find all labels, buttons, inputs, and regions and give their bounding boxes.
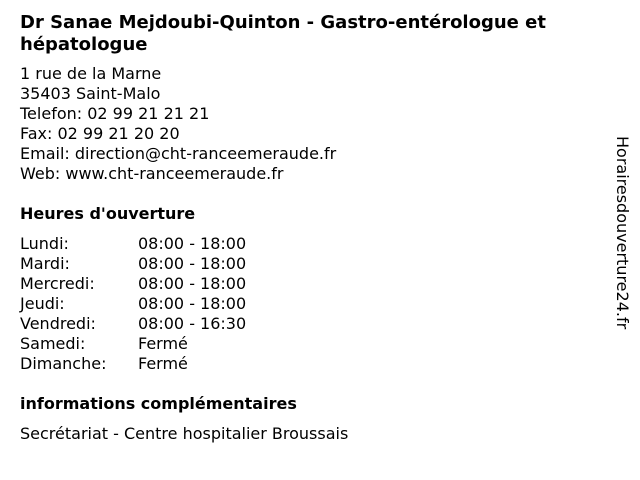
hours-row-wednesday xyxy=(20,274,246,294)
hours-time: 08:00 - 18:00 xyxy=(138,294,247,313)
contact-block xyxy=(20,64,580,184)
email-address: Email: direction@cht-ranceemeraude.fr xyxy=(20,144,337,163)
hours-time: Fermé xyxy=(138,354,188,373)
hours-time: Fermé xyxy=(138,334,188,353)
address-city: 35403 Saint-Malo xyxy=(20,84,161,103)
hours-time: 08:00 - 16:30 xyxy=(138,314,247,333)
hours-day: Jeudi: xyxy=(20,294,65,313)
info-heading: informations complémentaires xyxy=(20,394,297,413)
info-text: Secrétariat - Centre hospitalier Broussais xyxy=(20,424,349,443)
page-title: Dr Sanae Mejdoubi-Quinton - Gastro-entérologue et hépatologue xyxy=(20,12,546,55)
hours-time: 08:00 - 18:00 xyxy=(138,254,247,273)
address-street: 1 rue de la Marne xyxy=(20,64,162,83)
hours-row-tuesday xyxy=(20,254,246,274)
hours-row-saturday xyxy=(20,334,246,354)
site-watermark: Horairesdouverture24.fr xyxy=(613,136,632,330)
hours-day: Samedi: xyxy=(20,334,86,353)
hours-row-thursday xyxy=(20,294,246,314)
phone-number: Telefon: 02 99 21 21 21 xyxy=(20,104,210,123)
hours-row-friday xyxy=(20,314,246,334)
hours-time: 08:00 - 18:00 xyxy=(138,274,247,293)
hours-row-sunday xyxy=(20,354,246,374)
hours-day: Dimanche: xyxy=(20,354,107,373)
fax-number: Fax: 02 99 21 20 20 xyxy=(20,124,180,143)
hours-row-monday xyxy=(20,234,246,254)
hours-day: Mardi: xyxy=(20,254,70,273)
hours-time: 08:00 - 18:00 xyxy=(138,234,247,253)
hours-day: Lundi: xyxy=(20,234,69,253)
hours-heading: Heures d'ouverture xyxy=(20,204,196,223)
website-address: Web: www.cht-ranceemeraude.fr xyxy=(20,164,284,183)
hours-day: Mercredi: xyxy=(20,274,95,293)
hours-day: Vendredi: xyxy=(20,314,96,333)
hours-table xyxy=(20,234,246,374)
